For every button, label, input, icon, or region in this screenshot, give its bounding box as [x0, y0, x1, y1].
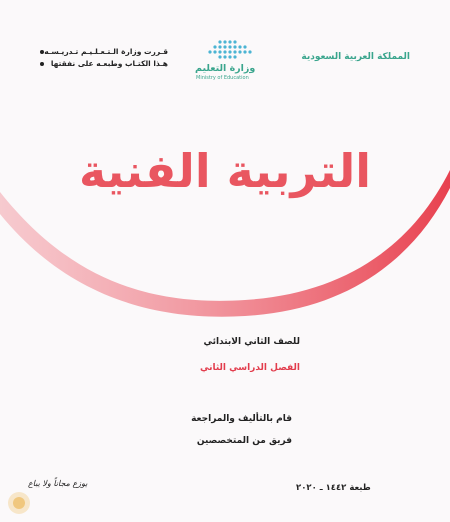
book-title: التربية الفنية: [79, 144, 371, 198]
distribution-note: يوزع مجاناً ولا يباع: [28, 479, 88, 488]
bullet-icon: [40, 50, 44, 54]
grade-label: للصف الثاني الابتدائي: [203, 337, 300, 347]
bullet-icon: [40, 62, 44, 66]
ministry-name-ar: وزارة التعليم: [195, 63, 256, 74]
decision-line: قـررت وزارة الـتـعـلـيـم تـدريـسـه: [40, 46, 180, 58]
ministry-decision: [40, 46, 180, 70]
circle-logo-icon: [6, 490, 32, 516]
authorship-line: قام بالتأليف والمراجعة: [191, 414, 292, 424]
edition-label: طبعة ١٤٤٢ ـ ٢٠٢٠: [296, 483, 371, 493]
authorship-team: فريق من المتخصصين: [196, 436, 292, 446]
decision-line: هـذا الكتـاب وطبعـه على نفقتها: [40, 58, 180, 70]
semester-label: الفصل الدراسي الثاني: [200, 363, 300, 373]
ministry-name-en: Ministry of Education: [196, 75, 249, 81]
kingdom-label: المملكة العربية السعودية: [301, 52, 410, 62]
